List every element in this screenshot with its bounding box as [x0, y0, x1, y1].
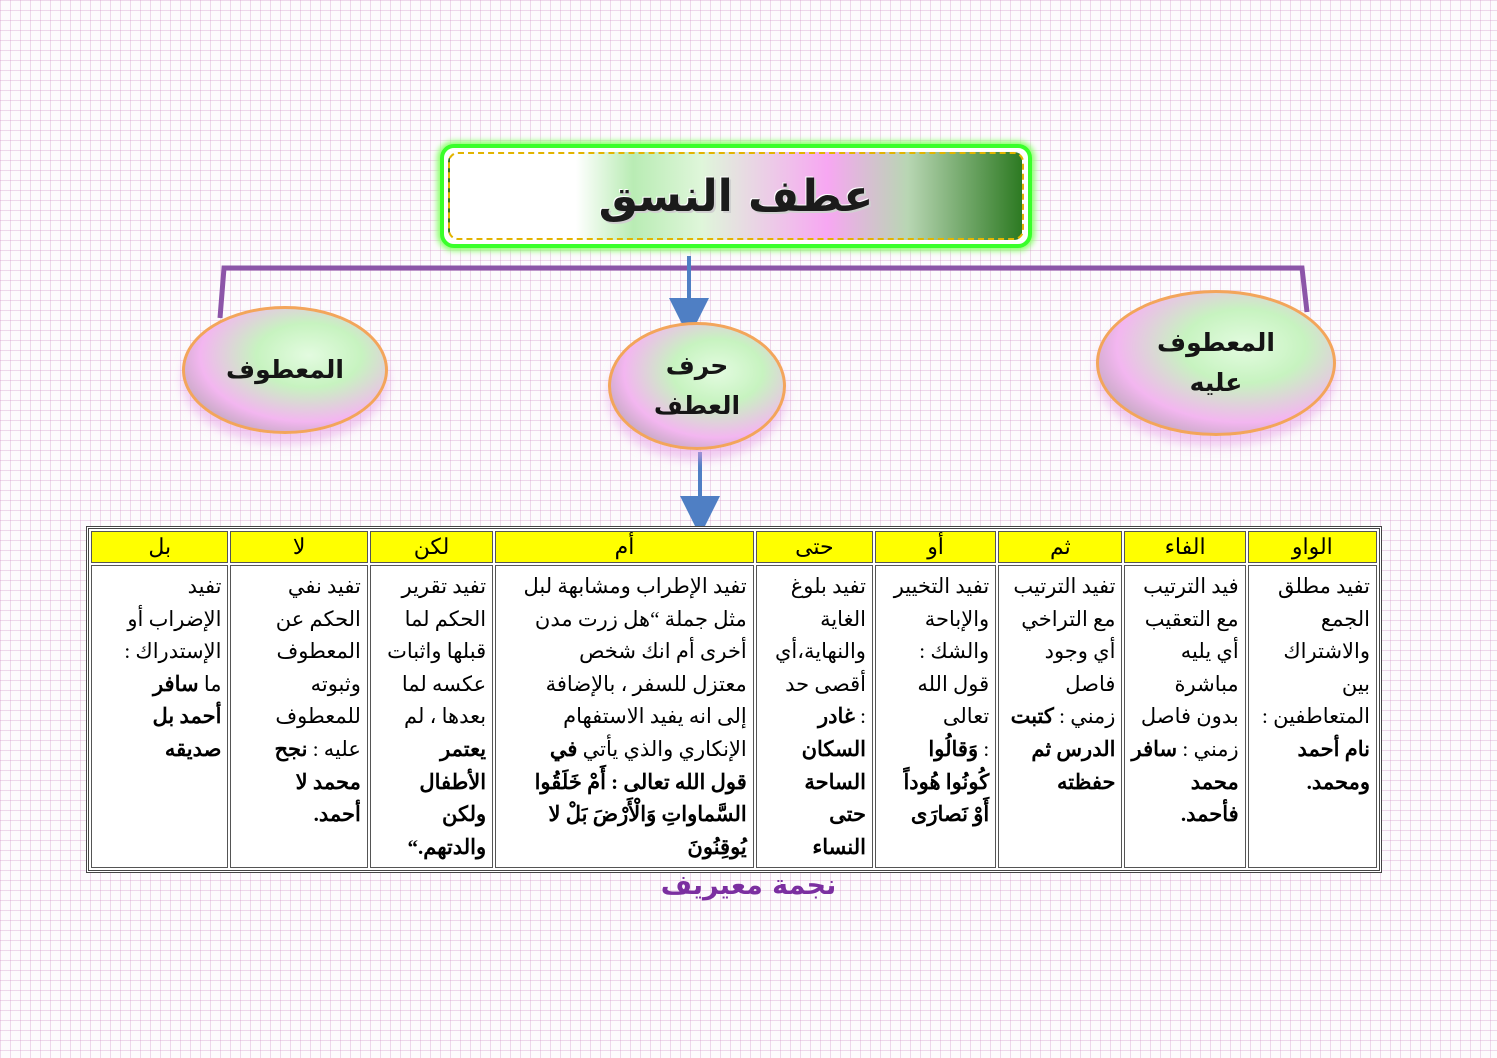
header-bal: بل [91, 531, 228, 563]
desc-bal: تفيد الإضراب أو الإستدراك : ما [124, 574, 222, 696]
header-faa: الفاء [1124, 531, 1245, 563]
desc-faa: فيد الترتيب مع التعقيب أي يليه مباشرة بدون فاصل زمني : [1140, 574, 1239, 761]
node-ma3tuf-alayh [1096, 290, 1336, 436]
header-aw: أو [875, 531, 996, 563]
cell-thumma [998, 565, 1122, 868]
page-title: عطف النسق [598, 170, 874, 222]
desc-am: تفيد الإطراب ومشابهة لبل مثل جملة “هل زرت مدن أخرى أم انك شخص معتزل للسفر ، بالإضافة إلى انه يفيد الاستفهام الإنكاري والذي يأتي [523, 574, 747, 761]
cell-faa [1124, 565, 1245, 868]
example-am: في قول الله تعالى : أَمْ خَلَقُوا السَّماواتِ وَالْأَرْضَ بَلْ لا يُوقِنُونَ [534, 736, 747, 859]
desc-aw: تفيد التخيير والإباحة والشك : قول الله تعالى : [893, 574, 990, 761]
desc-hatta: تفيد بلوغ الغاية والنهاية،أي أقصى حد : [775, 574, 866, 729]
example-waw: نام أحمد ومحمد. [1297, 736, 1370, 794]
node-ma3tuf [182, 306, 388, 434]
table-header-row [91, 531, 1377, 563]
desc-la: تفيد نفي الحكم عن المعطوف وثبوته للمعطوف عليه : [275, 574, 361, 761]
cell-hatta [756, 565, 873, 868]
example-aw: وَقالُوا كُونُوا هُوداً أَوْ نَصارَى [903, 736, 990, 827]
example-hatta: غادر السكان الساحة حتى النساء [801, 704, 866, 859]
node-harf-al3atf-label: حرف العطف [653, 351, 741, 420]
header-lakin: لكن [370, 531, 493, 563]
example-lakin: يعتمر الأطفال ولكن والدتهم.“ [407, 736, 487, 859]
cell-aw [875, 565, 996, 868]
desc-waw: تفيد مطلق الجمع والاشتراك بين المتعاطفين : [1262, 574, 1370, 729]
header-hatta: حتى [756, 531, 873, 563]
conjunctions-table [86, 526, 1382, 873]
cell-lakin [370, 565, 493, 868]
node-harf-al3atf [608, 322, 786, 450]
cell-bal [91, 565, 228, 868]
cell-am [495, 565, 754, 868]
desc-thumma: تفيد الترتيب مع التراخي أي وجود فاصل زمني : [1013, 574, 1116, 729]
desc-lakin: تفيد تقرير الحكم لما قبلها واثبات عكسه لما بعدها ، لم [387, 574, 487, 729]
header-am: أم [495, 531, 754, 563]
header-waw: الواو [1248, 531, 1377, 563]
example-faa: سافر محمد فأحمد. [1131, 736, 1239, 827]
example-la: نجح محمد لا أحمد. [274, 736, 361, 827]
node-ma3tuf-label: المعطوف [226, 355, 344, 384]
header-thumma: ثم [998, 531, 1122, 563]
example-thumma: كتبت الدرس ثم حفظته [1010, 704, 1116, 794]
cell-la [230, 565, 367, 868]
title-inner [448, 152, 1024, 240]
title-box [440, 144, 1032, 248]
author-name: نجمة معيريف [660, 870, 837, 901]
cell-waw [1248, 565, 1377, 868]
example-bal: سافر أحمد بل صديقه [152, 671, 222, 761]
node-ma3tuf-alayh-label: المعطوف عليه [1157, 328, 1275, 397]
header-la: لا [230, 531, 367, 563]
table-row [91, 565, 1377, 868]
